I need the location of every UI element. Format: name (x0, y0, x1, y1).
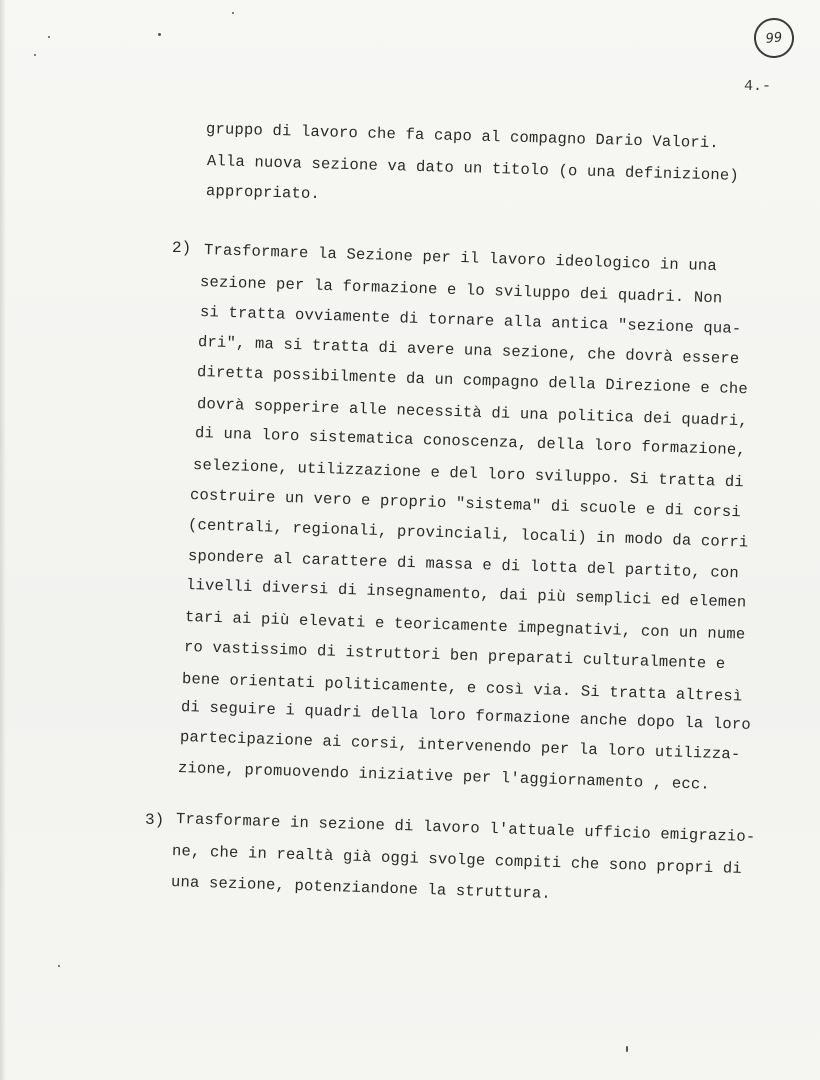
scan-speck (626, 1046, 628, 1052)
scan-speck (58, 965, 60, 967)
item-number: 2) (172, 239, 192, 257)
circled-page-number: 99 (752, 16, 796, 60)
text-line: Trasformare in sezione di lavoro l'attuale ufficio emigrazio- (175, 810, 756, 847)
text-line: (centrali, regionali, provinciali, locali) in modo da corri (187, 516, 749, 552)
text-line: diretta possibilmente da un compagno della Direzione e che (196, 363, 749, 399)
text-line: Alla nuova sezione va dato un titolo (o una definizione) (206, 152, 740, 185)
scan-speck (232, 12, 234, 14)
text-line: partecipazione ai corsi, intervenendo per la loro utilizza- (179, 728, 741, 764)
text-line: zione, promuovendo iniziative per l'aggiornamento , ecc. (177, 759, 711, 794)
scan-speck (158, 33, 161, 36)
scan-speck (34, 54, 36, 56)
text-line: di una loro sistematica conoscenza, della loro formazione, (194, 424, 747, 460)
text-line: si tratta ovviamente di tornare alla antica "sezione qua- (199, 303, 742, 339)
text-line: tari ai più elevati e teoricamente impegnativi, con un nume (184, 608, 746, 644)
text-line: selezione, utilizzazione e del loro sviluppo. Si tratta di (192, 456, 745, 492)
text-line: ne, che in realtà già oggi svolge compiti che sono propri di (171, 842, 743, 878)
text-line: dovrà sopperire alle necessità di una politica dei quadri, (196, 395, 749, 431)
text-line: ro vastissimo di istruttori ben preparati culturalmente e (183, 638, 726, 674)
text-line: spondere al carattere di massa e di lotta del partito, con (187, 547, 740, 583)
item-number: 3) (145, 811, 165, 829)
text-line: una sezione, potenziandone la struttura. (170, 873, 552, 903)
text-line: di seguire i quadri della loro formazione anche dopo la loro (180, 698, 752, 734)
scan-edge-shadow (0, 0, 6, 1080)
text-line: dri", ma si tratta di avere una sezione, che dovrà essere (197, 333, 740, 369)
page-label: 4.- (744, 78, 772, 95)
scan-speck (48, 36, 50, 38)
text-line: sezione per la formazione e lo sviluppo dei quadri. Non (199, 273, 723, 308)
text-line: Trasformare la Sezione per il lavoro ideologico in una (203, 241, 718, 276)
text-line: bene orientati politicamente, e così via. Si tratta altresì (181, 670, 743, 706)
text-line: livelli diversi di insegnamento, dai più semplici ed elemen (185, 576, 747, 612)
text-line: costruire un vero e proprio "sistema" di scuole e di corsi (189, 486, 742, 522)
text-line: gruppo di lavoro che fa capo al compagno Dario Valori. (205, 120, 720, 153)
text-line: appropriato. (205, 182, 321, 204)
